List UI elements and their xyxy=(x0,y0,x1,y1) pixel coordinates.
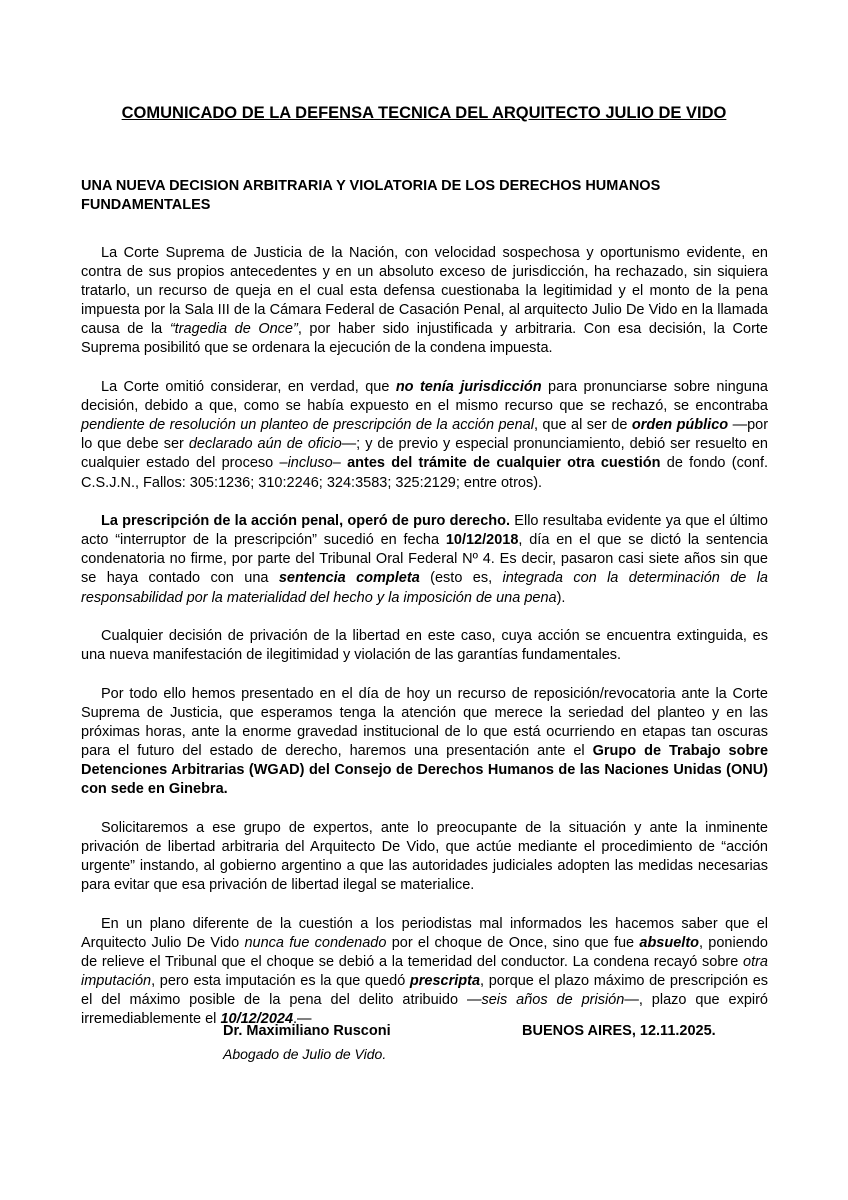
p7-text-f: otra imputación xyxy=(81,953,768,989)
p7-text-c: por el choque de Once, sino que fue xyxy=(386,934,640,951)
p3-text-c: 10/12/2018 xyxy=(445,532,519,549)
p2-text-k: – xyxy=(332,455,348,472)
p7-text-j: seis años de prisión xyxy=(481,992,625,1009)
p7-text-b: nunca fue condenado xyxy=(244,934,387,951)
p7-text-a: En un plano diferente de la cuestión a los periodistas mal informados les hacemos saber que el Arquitecto Julio De Vido xyxy=(81,915,768,951)
p2-text-d: pendiente de resolución un planteo de prescripción de la acción penal xyxy=(81,417,534,434)
p3-text-g: integrada con la determinación de la responsabilidad por la materialidad del hecho y la imposición de una pena xyxy=(81,570,768,606)
document-title: COMUNICADO DE LA DEFENSA TECNICA DEL ARQUITECTO JULIO DE VIDO xyxy=(121,104,727,122)
p3-text-e: sentencia completa xyxy=(278,570,420,587)
paragraph-1 xyxy=(81,244,768,359)
p2-text-g: —por lo que debe ser xyxy=(81,417,769,453)
p3-text-d: , día en el que se dictó la sentencia condenatoria no firme, por parte del Tribunal Oral Federal Nº 4. Es decir, pasaron casi siete años sin que se haya contado con una xyxy=(81,532,768,587)
p7-text-g: , pero esta imputación es la que quedó xyxy=(151,973,410,989)
signature-name: Dr. Maximiliano Rusconi xyxy=(223,1023,391,1039)
p3-text-h: ). xyxy=(556,589,566,606)
p2-text-e: , que al ser de xyxy=(533,417,632,434)
paragraph-6: Solicitaremos a ese grupo de expertos, ante lo preocupante de la situación y ante la inminente privación de libertad arbitraria del Arquitecto De Vido, que actúe mediante el procedimiento de “acción urgente” instando, al gobierno argentino a que las autoridades judiciales adopten las medidas necesarias para evitar que esa privación de libertad ilegal se materialice. xyxy=(81,819,768,894)
p2-text-l: antes del trámite de cualquier otra cuestión xyxy=(347,455,661,472)
p2-text-i: —; y de previo y especial pronunciamiento, debió ser resuelto en cualquier estado del proceso – xyxy=(81,436,768,472)
p7-text-k: —, plazo que expiró irremediablemente el xyxy=(81,992,768,1028)
p2-text-f: orden público xyxy=(631,417,729,434)
p3-text-a: La prescripción de la acción penal, operó de puro derecho. xyxy=(101,513,511,530)
place-date: BUENOS AIRES, 12.11.2025. xyxy=(522,1023,716,1039)
paragraph-5 xyxy=(81,685,768,800)
p2-text-a: La Corte omitió considerar, en verdad, que xyxy=(101,379,396,396)
paragraph-2 xyxy=(81,378,768,493)
p2-text-m: de fondo (conf. C.S.J.N., Fallos: 305:1236; 310:2246; 324:3583; 325:2129; entre otros). xyxy=(81,455,769,491)
p2-text-c: para pronunciarse sobre ninguna decisión, debido a que, como se había expuesto en el mismo recurso que se rechazó, se encontraba xyxy=(81,379,768,415)
p7-text-d: absuelto xyxy=(639,934,700,951)
p1-text-c: , por haber sido injustificada y arbitraria. Con esa decisión, la Corte Suprema posibilitó que se ordenara la ejecución de la condena impuesta. xyxy=(81,321,768,357)
p5-text-b: Grupo de Trabajo sobre Detenciones Arbitrarias (WGAD) del Consejo de Derechos Humanos de las Naciones Unidas (ONU) con sede en Ginebra. xyxy=(81,743,769,798)
document-subtitle: UNA NUEVA DECISION ARBITRARIA Y VIOLATORIA DE LOS DERECHOS HUMANOS FUNDAMENTALES xyxy=(81,178,661,213)
p7-text-l: 10/12/2024 xyxy=(220,1011,294,1028)
paragraph-3 xyxy=(81,512,768,607)
p7-text-m: .— xyxy=(293,1011,312,1028)
p2-text-b: no tenía jurisdicción xyxy=(395,379,542,396)
p1-text-a: La Corte Suprema de Justicia de la Nación, con velocidad sospechosa y oportunismo evidente, en contra de sus propios antecedentes y en un absoluto exceso de jurisdicción, ha rechazado, sin siquiera tratarlo, un recurso de queja en el cual esta defensa cuestionaba la legitimidad y el monto de la pena impuesta por la Sala III de la Cámara Federal de Casación Penal, al arquitecto Julio De Vido en la llamada causa de la xyxy=(81,245,768,338)
p7-text-h: prescripta xyxy=(409,973,481,989)
p2-text-j: incluso xyxy=(287,455,333,472)
p7-text-e: , poniendo de relieve el Tribunal que el choque se debió a la temeridad del conductor. La condena recayó sobre xyxy=(81,934,768,970)
p7-text-i: , porque el plazo máximo de prescripción es el del máximo posible de la pena del delito atribuido — xyxy=(81,973,769,1009)
p2-text-h: declarado aún de oficio xyxy=(188,436,342,453)
p5-text-a: Por todo ello hemos presentado en el día de hoy un recurso de reposición/revocatoria ante la Corte Suprema de Justicia, que esperamos tenga la atención que merece la seriedad del planteo y en las próximas horas, ante la enorme gravedad institucional de lo que está ocurriendo en etapas tan oscuras para el futuro del estado de derecho, haremos una presentación ante el xyxy=(81,685,768,760)
paragraph-4: Cualquier decisión de privación de la libertad en este caso, cuya acción se encuentra extinguida, es una nueva manifestación de ilegitimidad y violación de las garantías fundamentales. xyxy=(81,628,768,664)
p3-text-f: (esto es, xyxy=(419,570,503,587)
paragraph-7 xyxy=(81,915,768,1030)
signature-role: Abogado de Julio de Vido. xyxy=(223,1046,387,1062)
document-body xyxy=(81,244,768,1049)
p1-text-b: “tragedia de Once” xyxy=(169,321,298,338)
p3-text-b: Ello resultaba evidente ya que el último acto “interruptor de la prescripción” sucedió en fecha xyxy=(81,513,768,549)
